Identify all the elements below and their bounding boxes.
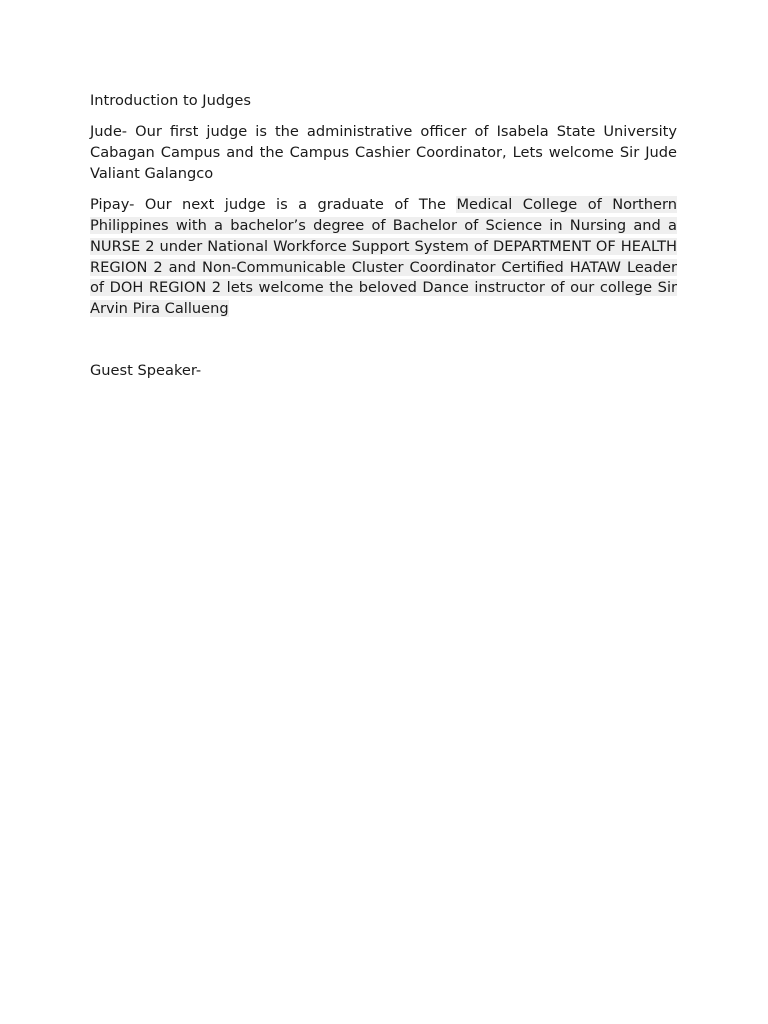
document-page	[90, 91, 677, 382]
judge-1-paragraph: Jude- Our first judge is the administrative officer of Isabela State University Cabagan Campus and the Campus Cashier Coordinator, Lets welcome Sir Jude Valiant Galangco	[90, 123, 677, 182]
judge-2-paragraph	[90, 195, 677, 320]
blank-line	[90, 330, 677, 361]
guest-speaker-label: Guest Speaker-	[90, 362, 202, 380]
judge-2-lead-text: Pipay- Our next judge is a graduate of The	[90, 196, 457, 214]
judge-2-highlighted-text: Medical College of Northern Philippines with a bachelor’s degree of Bachelor of Science in Nursing and a NURSE 2 under National Workforce Support System of DEPARTMENT OF HEALTH REGION 2 and Non-Communicable Cluster Coordinator Certified HATAW Leader of DOH REGION 2 lets welcome the beloved Dance instructor of our college Sir Arvin Pira Callueng	[90, 196, 678, 318]
document-heading: Introduction to Judges	[90, 92, 251, 109]
